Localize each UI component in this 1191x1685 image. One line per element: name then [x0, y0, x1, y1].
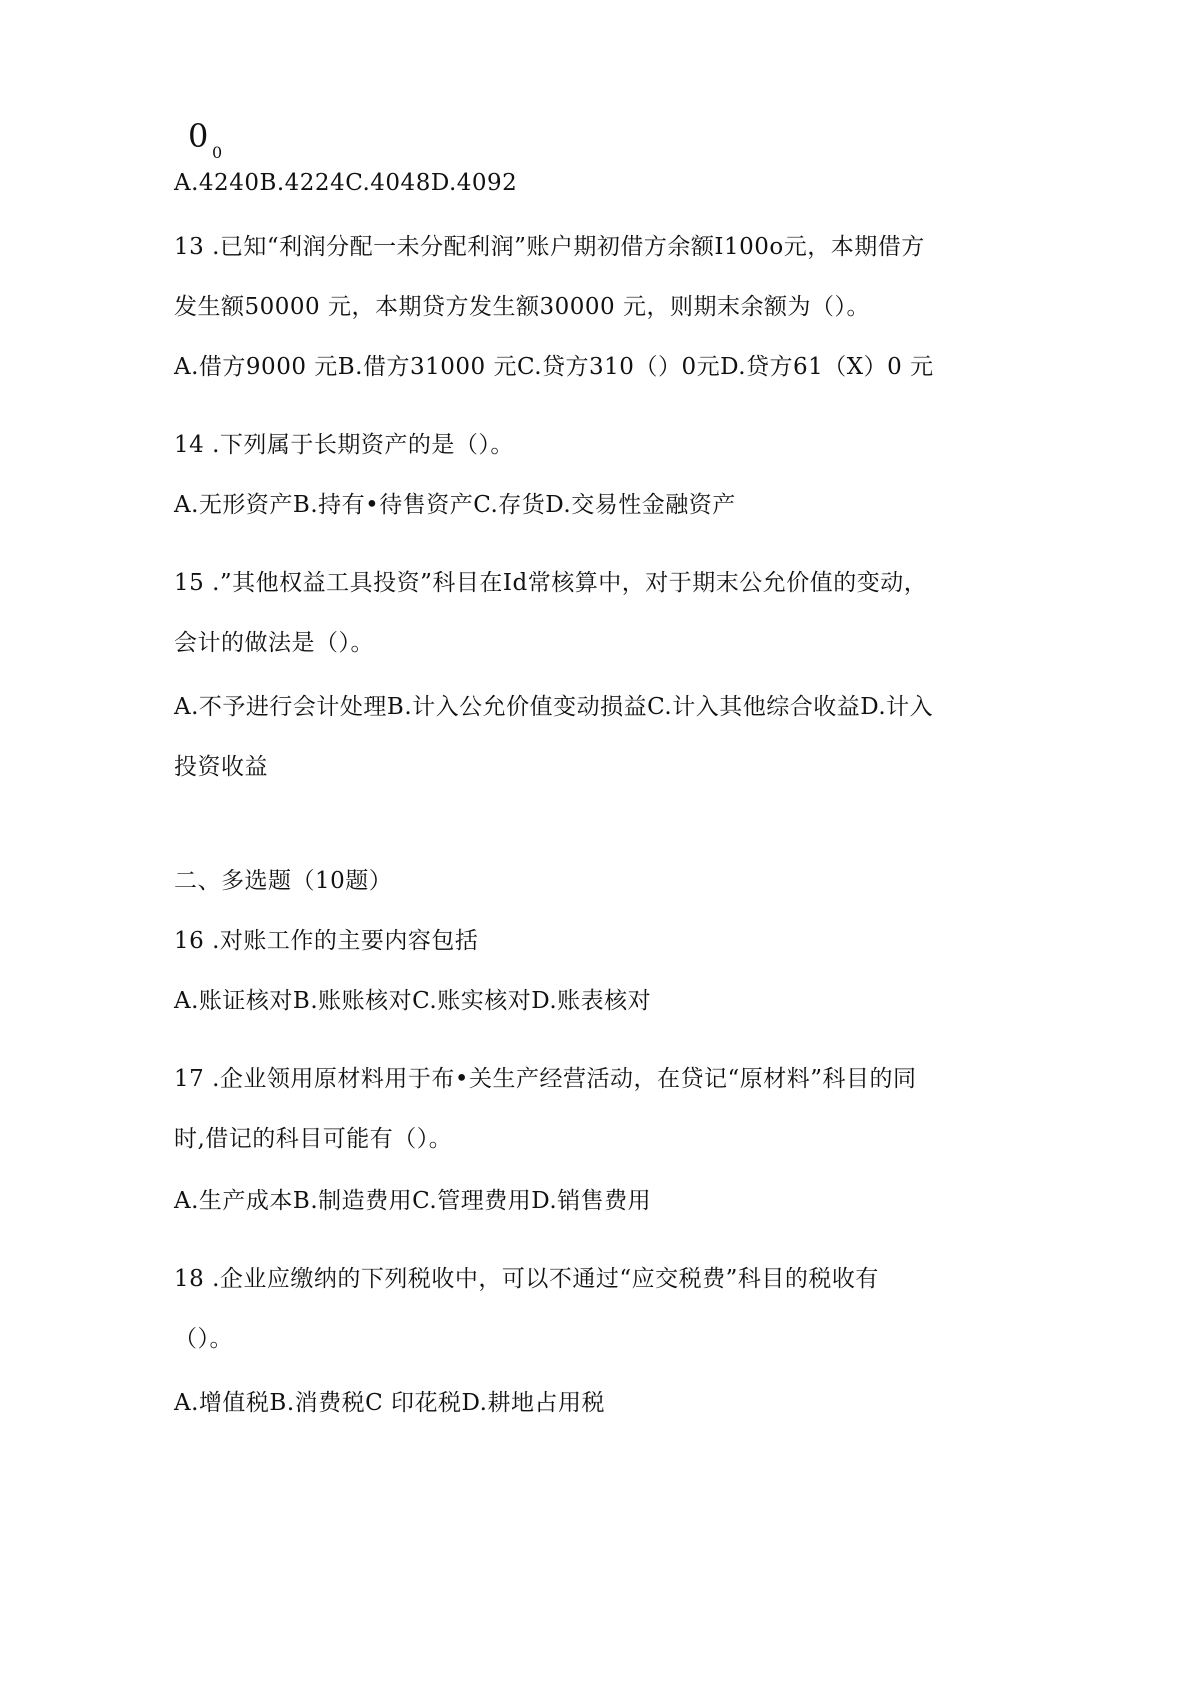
question-14: 14 .下列属于长期资产的是（）。 [174, 432, 514, 458]
question-16: 16 .对账工作的主要内容包括 [174, 928, 479, 954]
question-13-line-2: 发生额50000 元，本期贷方发生额30000 元，则期末余额为（）。 [174, 294, 870, 320]
answer-options-18: A.增值税B.消费税C 印花税D.耕地占用税 [174, 1390, 605, 1416]
answer-options-15-line-1: A.不予进行会计处理B.计入公允价值变动损益C.计入其他综合收益D.计入 [174, 694, 934, 720]
question-17-line-2: 时,借记的科目可能有（）。 [174, 1126, 453, 1152]
fragment-subscript: 0 [212, 143, 223, 162]
section-heading: 二、多选题（10题） [174, 868, 393, 894]
question-15-line-1: 15 .”其他权益工具投资”科目在Id常核算中，对于期末公允价值的变动， [174, 570, 928, 596]
question-18-line-2: （）。 [174, 1326, 233, 1352]
question-13-line-1: 13 .已知“利润分配一未分配利润”账户期初借方余额I100o元，本期借方 [174, 234, 925, 260]
answer-options-17: A.生产成本B.制造费用C.管理费用D.销售费用 [174, 1188, 652, 1214]
question-15-line-2: 会计的做法是（）。 [174, 630, 374, 656]
answer-options-16: A.账证核对B.账账核对C.账实核对D.账表核对 [174, 988, 652, 1014]
answer-options-14: A.无形资产B.持有•待售资产C.存货D.交易性金融资产 [174, 492, 736, 518]
question-17-line-1: 17 .企业领用原材料用于布•关生产经营活动，在贷记“原材料”科目的同 [174, 1066, 917, 1092]
answer-options-12: A.4240B.4224C.4048D.4092 [174, 170, 518, 196]
answer-options-13: A.借方9000 元B.借方31000 元C.贷方310（）0元D.贷方61（X）0 元 [174, 354, 934, 380]
fragment-digit: 0 [188, 117, 209, 155]
question-18-line-1: 18 .企业应缴纳的下列税收中，可以不通过“应交税费”科目的税收有 [174, 1266, 879, 1292]
answer-options-15-line-2: 投资收益 [174, 754, 268, 780]
